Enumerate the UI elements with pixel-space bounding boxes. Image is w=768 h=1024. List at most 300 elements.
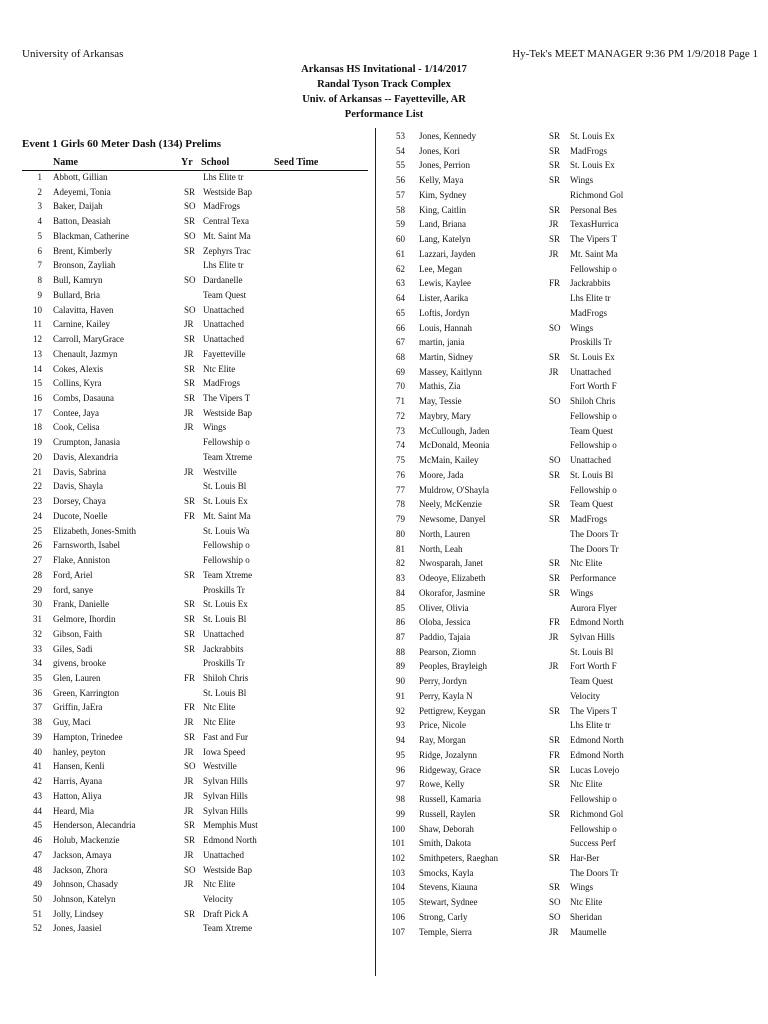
athlete-name: Davis, Alexandria [53,451,118,462]
column-header-school: School [201,157,230,168]
school-name: St. Louis Bl [203,687,247,698]
class-year: FR [184,510,196,521]
entry-number: 95 [396,749,405,760]
athlete-name: Moore, Jada [419,469,464,480]
entry-number: 33 [33,643,42,654]
entry-number: 22 [33,481,42,492]
entry-number: 54 [396,145,405,156]
entry-number: 52 [33,923,42,934]
entry-number: 5 [37,230,42,241]
list-item [22,538,362,553]
list-item [22,524,362,539]
athlete-name: Shaw, Deborah [419,823,474,834]
entry-number: 97 [396,779,405,790]
class-year: SO [549,911,561,922]
school-name: Unattached [570,455,611,466]
entry-number: 15 [33,378,42,389]
entry-number: 83 [396,573,405,584]
athlete-name: Massey, Kaitlynn [419,366,482,377]
list-item [22,465,362,480]
column-header-name: Name [53,157,78,168]
class-year: SR [184,363,196,374]
school-name: Fort Worth F [570,381,617,392]
athlete-name: Dorsey, Chaya [53,496,106,507]
school-name: St. Louis Ex [570,160,615,171]
athlete-name: Batton, Deasiah [53,216,111,227]
school-name: Fellowship o [203,437,250,448]
athlete-name: Gibson, Faith [53,628,103,639]
athlete-name: Collins, Kyra [53,378,102,389]
school-name: Wings [203,422,227,433]
athlete-name: Glen, Lauren [53,672,101,683]
athlete-name: Perry, Jordyn [419,676,467,687]
athlete-name: Chenault, Jazmyn [53,348,118,359]
athlete-name: Lazzari, Jayden [419,248,476,259]
entry-number: 94 [396,735,405,746]
entry-number: 88 [396,646,405,657]
school-name: Westville [203,466,237,477]
entry-number: 100 [391,823,405,834]
list-item [385,542,645,557]
school-name: Mt. Saint Ma [570,248,618,259]
athlete-name: Jones, Kennedy [419,131,476,141]
list-item [385,836,645,851]
school-name: Shiloh Chris [570,396,616,407]
class-year: SR [549,587,561,598]
school-name: The Vipers T [570,705,618,716]
list-item [385,910,645,925]
athlete-name: McDonald, Meonia [419,440,490,451]
class-year: JR [184,746,194,757]
list-item [22,686,362,701]
athlete-name: Price, Nicole [419,720,466,731]
list-item [385,158,645,173]
athlete-name: Hansen, Kenli [53,761,105,772]
list-item [385,601,645,616]
list-item [22,391,362,406]
athlete-name: Mathis, Zia [419,381,461,392]
entry-number: 47 [33,849,42,860]
school-name: The Vipers T [570,234,618,245]
school-name: Jackrabbits [570,278,611,289]
class-year: SR [549,882,561,893]
entry-number: 57 [396,189,405,200]
entry-number: 18 [33,422,42,433]
school-name: Fayetteville [203,348,246,359]
entry-number: 16 [33,393,42,404]
entry-number: 55 [396,160,405,171]
list-item [22,848,362,863]
school-name: Lhs Elite tr [203,172,244,182]
class-year: SR [549,852,561,863]
athlete-name: Davis, Shayla [53,481,103,492]
school-name: MadFrogs [570,145,608,156]
class-year: SR [184,731,196,742]
school-name: Fellowship o [203,555,250,566]
class-year: JR [184,879,194,890]
list-item [385,203,645,218]
school-name: Unattached [203,319,244,330]
list-item [22,273,362,288]
list-item [22,450,362,465]
entry-number: 84 [396,587,405,598]
class-year: FR [549,749,561,760]
school-name: Memphis Must [203,820,258,831]
entry-number: 71 [396,396,405,407]
class-year: JR [184,319,194,330]
list-item [22,921,362,936]
class-year: SR [184,643,196,654]
entry-number: 6 [37,245,42,256]
school-name: MadFrogs [570,514,608,525]
athlete-name: Ford, Ariel [53,569,93,580]
list-item [22,715,362,730]
list-item [385,556,645,571]
list-item [22,612,362,627]
entry-number: 29 [33,584,42,595]
entry-number: 46 [33,835,42,846]
list-item [385,129,645,144]
school-name: Fellowship o [570,440,617,451]
athlete-name: Guy, Maci [53,717,91,728]
meet-title: Arkansas HS Invitational - 1/14/2017 [301,64,467,75]
list-item [22,553,362,568]
class-year: SR [549,352,561,363]
athlete-name: Lee, Megan [419,263,462,274]
athlete-name: Peoples, Brayleigh [419,661,487,672]
athlete-name: Rowe, Kelly [419,779,465,790]
school-name: Fellowship o [570,794,617,805]
athlete-name: Jones, Jaasiel [53,923,102,934]
athlete-name: Carnine, Kailey [53,319,110,330]
athlete-name: Smocks, Kayla [419,867,474,878]
list-item [22,332,362,347]
list-item [385,704,645,719]
list-item [22,656,362,671]
school-name: Westville [203,761,237,772]
class-year: SR [184,216,196,227]
school-name: Sheridan [570,911,602,922]
athlete-name: Calavitta, Haven [53,304,114,315]
athlete-name: Elizabeth, Jones-Smith [53,525,136,536]
school-name: St. Louis Ex [570,131,615,141]
list-item [22,347,362,362]
entry-number: 107 [391,926,405,937]
athlete-name: Lang, Katelyn [419,234,471,245]
school-name: Central Texa [203,216,249,227]
athlete-name: Smith, Dakota [419,838,471,849]
list-item [22,789,362,804]
entry-number: 90 [396,676,405,687]
list-item [22,229,362,244]
column-header-yr: Yr [181,157,193,168]
entry-number: 14 [33,363,42,374]
class-year: SR [184,496,196,507]
header-organization: University of Arkansas [22,48,124,60]
list-item [385,394,645,409]
school-name: Unattached [203,304,244,315]
list-item [22,907,362,922]
athlete-name: Pearson, Ziomn [419,646,476,657]
list-item [385,276,645,291]
class-year: JR [184,348,194,359]
entry-number: 42 [33,776,42,787]
class-year: SR [549,469,561,480]
entry-number: 82 [396,558,405,569]
school-name: Proskills Tr [570,337,612,348]
school-name: Ntc Elite [570,897,603,908]
entry-number: 70 [396,381,405,392]
athlete-name: Ridge, Jozalynn [419,749,477,760]
list-item [22,759,362,774]
class-year: SR [184,835,196,846]
athlete-name: Loftis, Jordyn [419,307,470,318]
athlete-name: givens, brooke [53,658,106,669]
athlete-name: Martin, Sidney [419,352,473,363]
list-item [385,851,645,866]
class-year: SR [184,378,196,389]
entry-number: 68 [396,352,405,363]
list-item [385,409,645,424]
athlete-name: Flake, Anniston [53,555,111,566]
entry-number: 8 [37,275,42,286]
athlete-name: Smithpeters, Raeghan [419,852,498,863]
entry-number: 10 [33,304,42,315]
class-year: SR [184,908,196,919]
list-item [22,642,362,657]
entry-number: 98 [396,794,405,805]
class-year: SR [549,145,561,156]
school-name: Lhs Elite tr [570,720,611,731]
school-name: Sylvan Hills [203,805,248,816]
athlete-name: Holub, Mackenzie [53,835,120,846]
entry-number: 101 [391,838,405,849]
location-title: Univ. of Arkansas -- Fayetteville, AR [302,94,466,105]
school-name: Mt. Saint Ma [203,510,251,521]
list-item [22,376,362,391]
entry-number: 43 [33,790,42,801]
school-name: Sylvan Hills [570,631,615,642]
school-name: Ntc Elite [203,879,236,890]
entry-number: 104 [391,882,405,893]
school-name: St. Louis Bl [570,646,614,657]
class-year: FR [184,702,196,713]
athlete-name: Paddio, Tajaia [419,631,471,642]
school-name: Personal Bes [570,204,617,215]
list-item [385,365,645,380]
school-name: MadFrogs [570,307,608,318]
athlete-name: Baker, Daijah [53,201,103,212]
athlete-name: Giles, Sadi [53,643,93,654]
school-name: Fellowship o [570,263,617,274]
school-name: Unattached [203,628,244,639]
entry-number: 34 [33,658,42,669]
athlete-name: Davis, Sabrina [53,466,106,477]
school-name: Westside Bap [203,407,253,418]
list-item [385,763,645,778]
entry-number: 77 [396,484,405,495]
athlete-name: Brent, Kimberly [53,245,112,256]
school-name: The Doors Tr [570,528,619,539]
entry-number: 105 [391,897,405,908]
list-item [385,188,645,203]
school-name: Mt. Saint Ma [203,230,251,241]
list-item [22,170,362,185]
class-year: SR [549,514,561,525]
school-name: Team Quest [570,676,614,687]
school-name: Wings [570,587,594,598]
school-name: TexasHurrica [570,219,619,230]
school-name: Edmond North [570,617,624,628]
class-year: JR [184,776,194,787]
school-name: Shiloh Chris [203,672,249,683]
school-name: Richmond Gol [570,808,624,819]
entry-number: 41 [33,761,42,772]
class-year: SR [549,808,561,819]
athlete-name: Ducote, Noelle [53,510,108,521]
list-item [385,630,645,645]
entry-number: 61 [396,248,405,259]
athlete-name: Griffin, JaEra [53,702,103,713]
athlete-name: Jackson, Zhora [53,864,108,875]
column-header-seed-time: Seed Time [274,157,319,168]
list-item [22,833,362,848]
athlete-name: martin, jania [419,337,465,348]
athlete-name: Johnson, Katelyn [53,893,116,904]
class-year: SR [549,705,561,716]
entry-number: 67 [396,337,405,348]
school-name: St. Louis Ex [570,352,615,363]
class-year: SR [184,599,196,610]
class-year: JR [549,366,559,377]
list-item [22,509,362,524]
entry-number: 44 [33,805,42,816]
entry-number: 50 [33,893,42,904]
list-item [22,420,362,435]
list-item [385,247,645,262]
athlete-name: Bull, Kamryn [53,275,103,286]
athlete-name: hanley, peyton [53,746,106,757]
school-name: MadFrogs [203,378,241,389]
athlete-name: Oloba, Jessica [419,617,471,628]
list-item [22,185,362,200]
entry-number: 3 [37,201,42,212]
athlete-name: Hampton, Trinedee [53,731,123,742]
list-item [22,258,362,273]
list-item [385,173,645,188]
school-name: Performance [570,573,616,584]
entry-number: 26 [33,540,42,551]
athlete-name: Gelmore, Ihordin [53,614,116,625]
athlete-name: Cokes, Alexis [53,363,104,374]
school-name: Proskills Tr [203,658,245,669]
entry-number: 63 [396,278,405,289]
school-name: The Doors Tr [570,543,619,554]
school-name: Iowa Speed [203,746,246,757]
school-name: Unattached [203,849,244,860]
class-year: SR [184,820,196,831]
list-item [385,527,645,542]
entry-number: 12 [33,334,42,345]
entry-number: 1 [37,172,42,182]
entry-number: 32 [33,628,42,639]
school-name: Wings [570,322,594,333]
class-year: SR [549,160,561,171]
class-year: SR [549,499,561,510]
list-item [385,306,645,321]
school-name: Ntc Elite [570,558,603,569]
athlete-name: North, Lauren [419,528,470,539]
school-name: Fellowship o [203,540,250,551]
athlete-name: Green, Karrington [53,687,119,698]
class-year: JR [549,219,559,230]
list-item [385,807,645,822]
class-year: SO [184,864,196,875]
list-item [385,262,645,277]
athlete-name: Oliver, Olivia [419,602,469,613]
athlete-name: Hatton, Aliya [53,790,102,801]
athlete-name: Muldrow, O'Shayla [419,484,490,495]
list-item [385,350,645,365]
school-name: Edmond North [203,835,257,846]
class-year: JR [549,631,559,642]
class-year: JR [184,422,194,433]
school-name: Ntc Elite [203,717,236,728]
entry-number: 19 [33,437,42,448]
list-item [385,674,645,689]
athlete-name: Odeoye, Elizabeth [419,573,486,584]
athlete-name: Jones, Perrion [419,160,470,171]
class-year: JR [549,926,559,937]
entry-number: 76 [396,469,405,480]
school-name: Westside Bap [203,186,253,197]
athlete-name: Kim, Sydney [419,189,467,200]
school-name: Zephyrs Trac [203,245,251,256]
list-item [385,468,645,483]
school-name: Dardanelle [203,275,243,286]
class-year: SR [549,131,561,141]
athlete-name: Carroll, MaryGrace [53,334,124,345]
athlete-name: Lewis, Kaylee [419,278,471,289]
entry-number: 48 [33,864,42,875]
list-item [385,217,645,232]
school-name: MadFrogs [203,201,241,212]
entry-number: 74 [396,440,405,451]
list-item [22,700,362,715]
list-item [385,615,645,630]
class-year: JR [184,466,194,477]
entry-number: 66 [396,322,405,333]
athlete-name: Maybry, Mary [419,410,471,421]
school-name: Westside Bap [203,864,253,875]
school-name: Maumelle [570,926,607,937]
entry-list-left [22,170,362,936]
event-title: Event 1 Girls 60 Meter Dash (134) Prelims [22,138,222,150]
class-year: SR [549,175,561,186]
school-name: St. Louis Ex [203,496,248,507]
class-year: FR [549,617,561,628]
class-year: SO [549,455,561,466]
entry-number: 7 [37,260,42,271]
class-year: SR [184,569,196,580]
entry-number: 11 [33,319,42,330]
school-name: St. Louis Ex [203,599,248,610]
school-name: Fellowship o [570,410,617,421]
school-name: St. Louis Wa [203,525,250,536]
list-item [385,792,645,807]
list-item [22,774,362,789]
school-name: Edmond North [570,749,624,760]
